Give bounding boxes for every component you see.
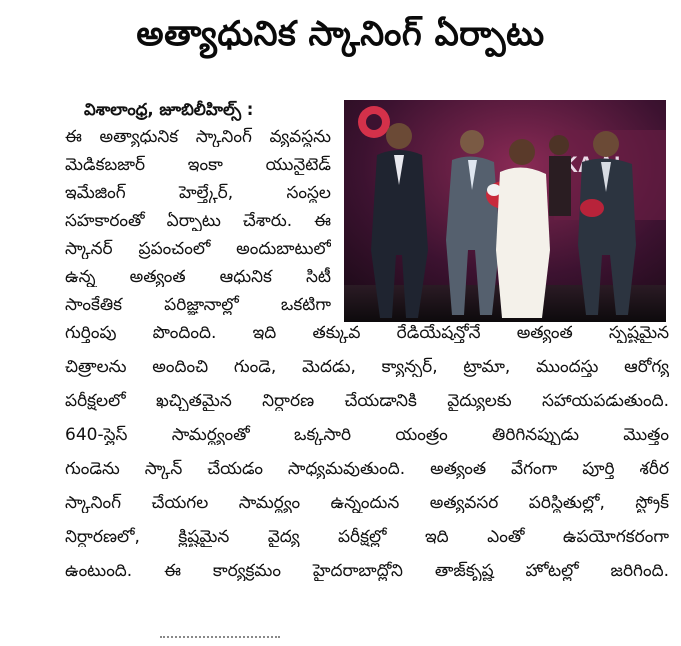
article-line: ఇమేజింగ్ హెల్త్కేర్, సంస్థల: [65, 183, 331, 203]
headline: అత్యాధునిక స్కానింగ్ ఏర్పాటు: [136, 14, 545, 54]
article-line: పరీక్షలలో ఖచ్చితమైన నిర్ధారణ చేయడానికి వైద్యులకు సహాయపడుతుంది.: [65, 391, 669, 411]
article-line: సహకారంతో ఏర్పాటు చేశారు. ఈ: [65, 211, 331, 231]
article-line: సాంకేతిక పరిజ్ఞానాల్లో ఒకటిగా: [65, 295, 331, 315]
article-line: నిర్ధారణలో, క్లిష్టమైన వైద్య పరీక్షల్లో ఇది ఎంతో ఉపయోగకరంగా: [65, 527, 669, 547]
article-line: స్కానర్ ప్రపంచంలో అందుబాటులో: [65, 239, 331, 259]
article-line: 640-స్లైస్ సామర్థ్యంతో ఒక్కసారి యంత్రం తిరిగినప్పుడు మొత్తం: [65, 425, 669, 445]
article-line: మెడికబజార్ ఇంకా యునైటెడ్: [65, 155, 331, 175]
backdrop-text: KA: [562, 152, 593, 177]
dateline: విశాలాంధ్ర, జూబిలీహిల్స్ :: [84, 100, 254, 119]
event-photo: [344, 100, 666, 322]
article-line: స్కానింగ్ చేయగల సామర్థ్యం ఉన్నందున అత్యవసర పరిస్థితుల్లో, స్ట్రోక్: [65, 493, 669, 513]
article-line: గుర్తింపు పొందింది. ఇది తక్కువ రేడియేషన్తోనే అత్యంత స్పష్టమైన: [65, 323, 669, 343]
article-line: ఉన్న అత్యంత ఆధునిక సిటీ: [65, 267, 331, 287]
clipping-edge: [160, 636, 280, 644]
article-line: ఈ అత్యాధునిక స్కానింగ్ వ్యవస్థను: [65, 127, 331, 147]
article-line: చిత్రాలను అందించి గుండె, మెదడు, క్యాన్సర్, ట్రామా, ముందస్తు ఆరోగ్య: [65, 357, 669, 377]
article-line: గుండెను స్కాన్ చేయడం సాధ్యమవుతుంది. అత్యంత వేగంగా పూర్తి శరీర: [65, 459, 669, 479]
article-line: ఉంటుంది. ఈ కార్యక్రమం హైదరాబాద్లోని తాజ్‌కృష్ణ హోటల్లో జరిగింది.: [65, 561, 669, 581]
